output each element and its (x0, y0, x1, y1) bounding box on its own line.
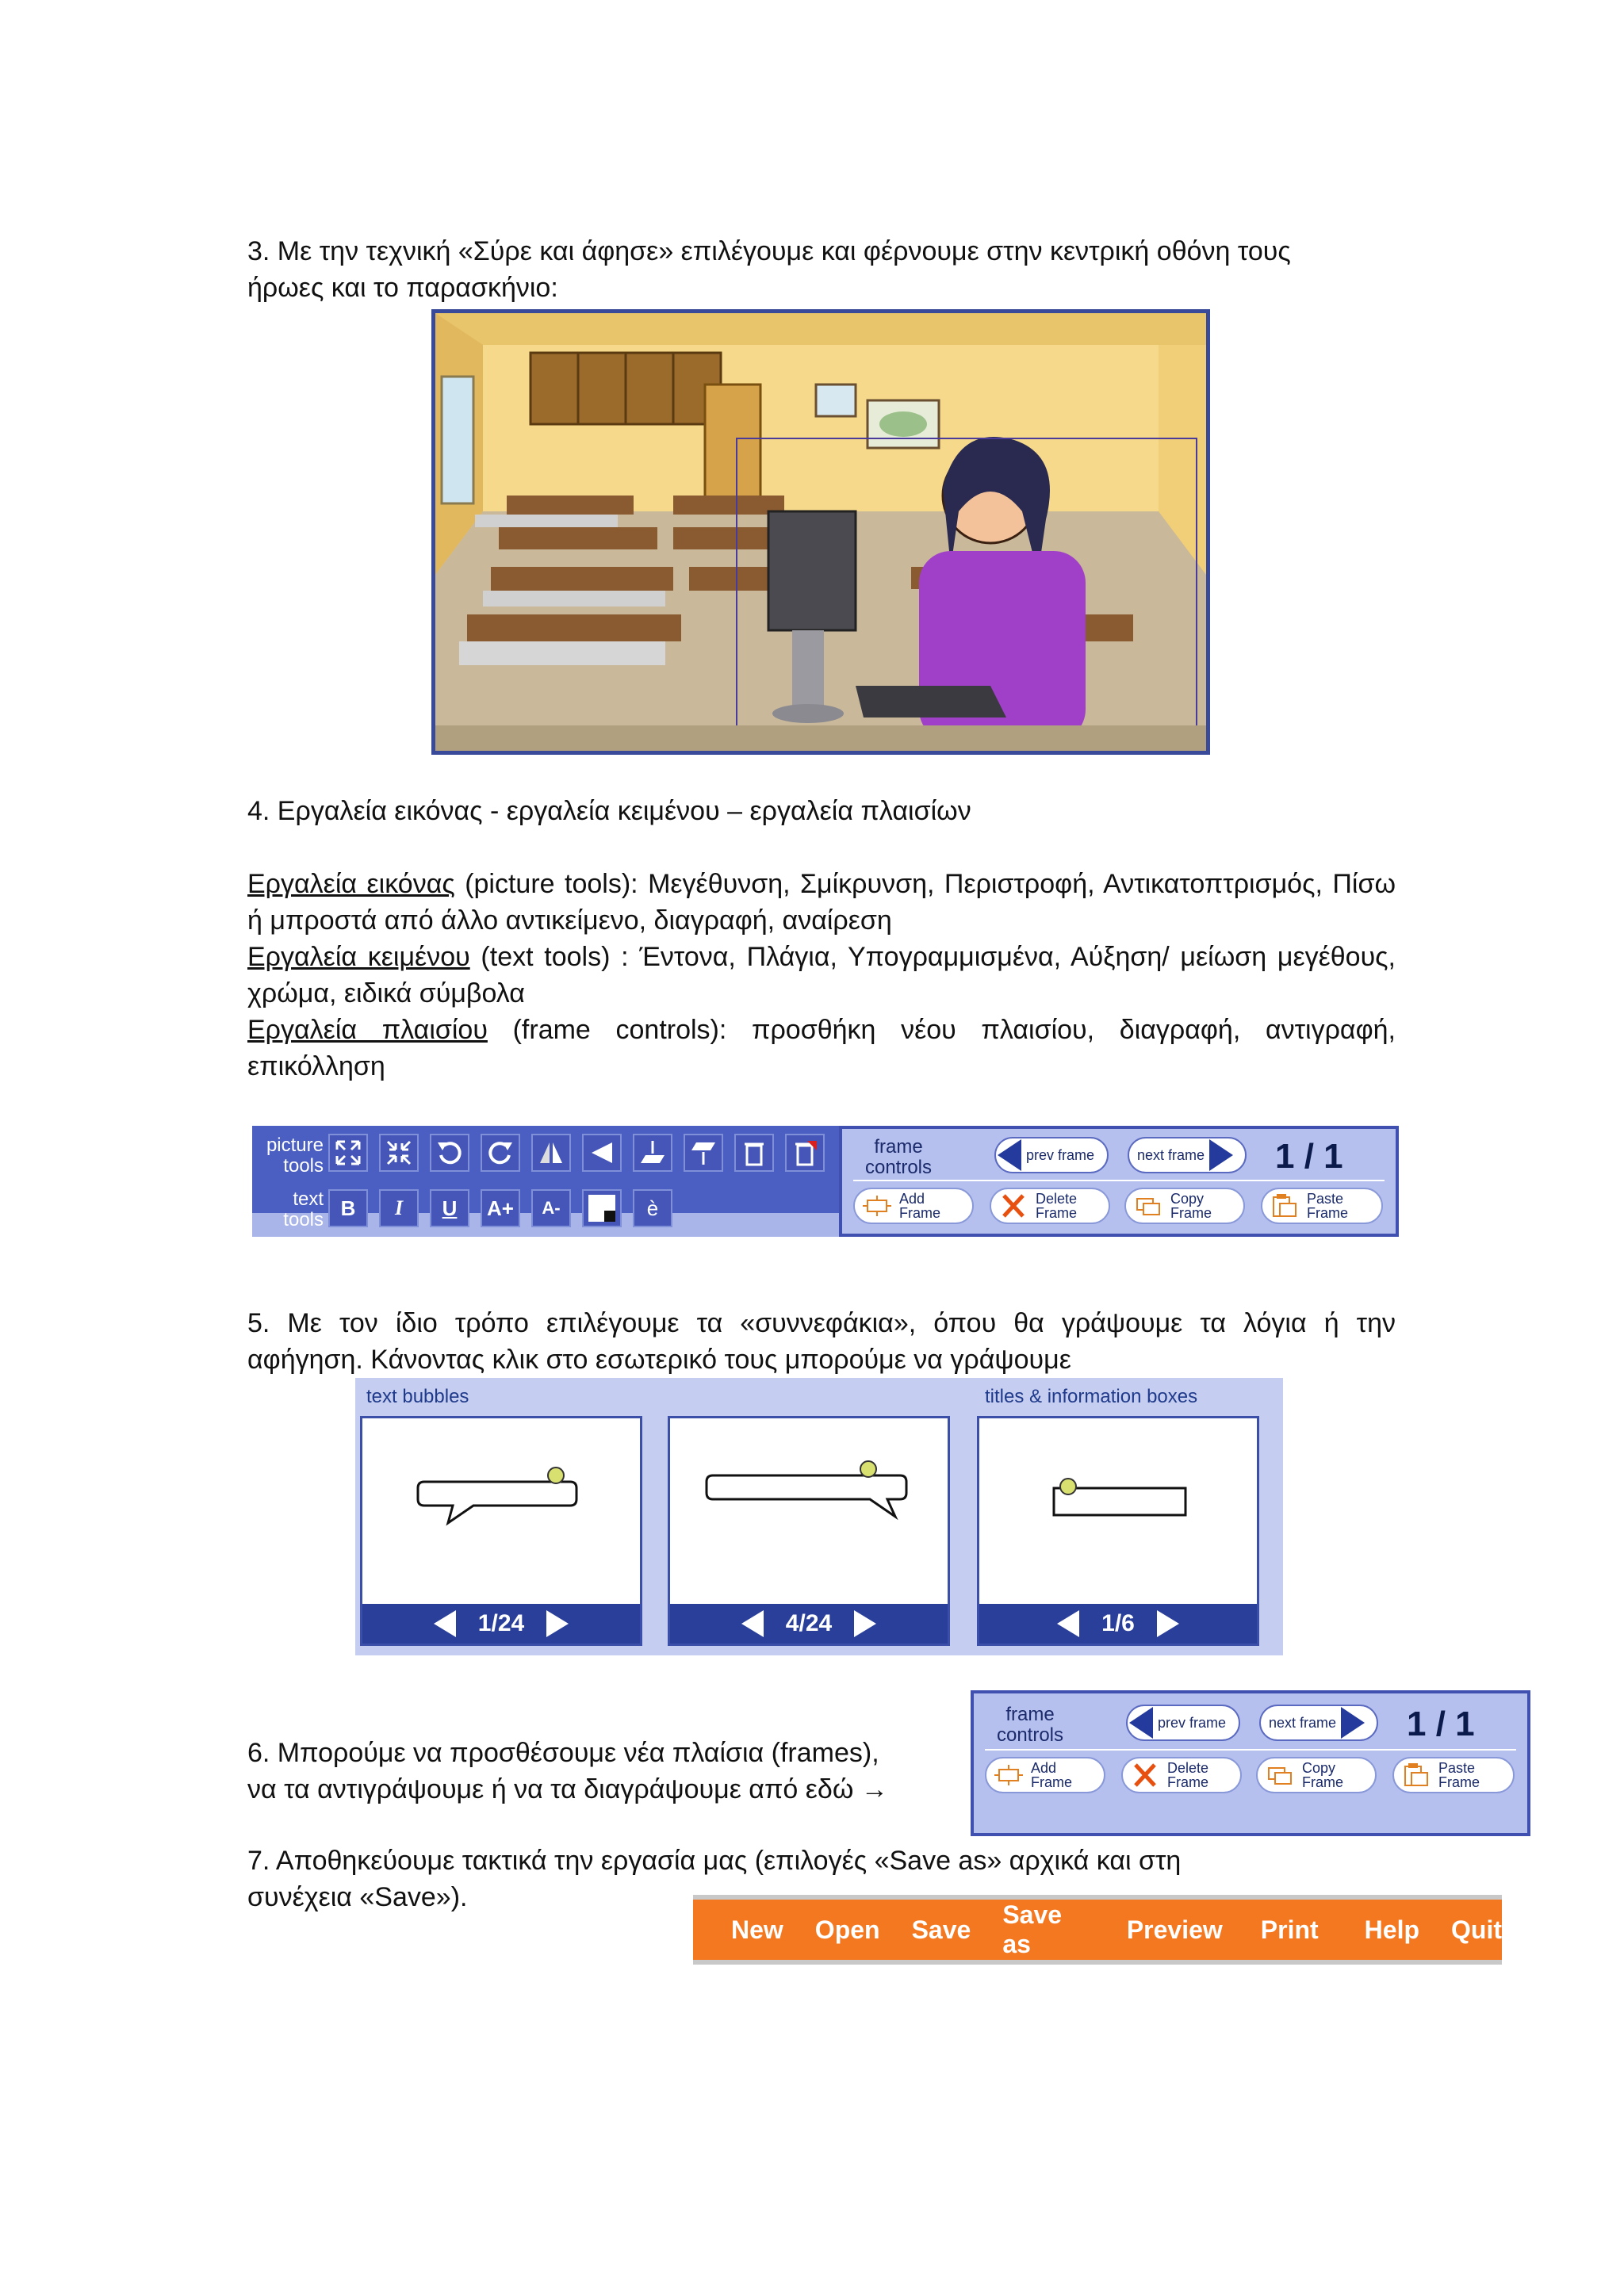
step4-heading: 4. Εργαλεία εικόνας - εργαλεία κειμένου – εργαλεία πλαισίων (247, 796, 971, 826)
menu-save-as[interactable]: Save as (1002, 1900, 1063, 1958)
next-arrow-icon (1341, 1707, 1365, 1739)
wide-speech-bubble-icon (670, 1418, 948, 1601)
add-frame-icon (861, 1194, 893, 1218)
step7-line1: 7. Αποθηκεύουμε τακτικά την εργασία μας (επιλογές «Save as» αρχικά και στη (247, 1846, 1182, 1876)
step6-line1: 6. Μπορούμε να προσθέσουμε νέα πλαίσια (frames), (247, 1738, 879, 1768)
prev-frame-button[interactable]: prev frame (994, 1137, 1109, 1173)
paste-frame-button[interactable]: Paste Frame (1261, 1188, 1383, 1224)
bring-front-icon[interactable] (684, 1134, 723, 1172)
step5-line2: αφήγηση. Κάνοντας κλικ στο εσωτερικό τους μπορούμε να γράψουμε (247, 1345, 1071, 1375)
delete-icon[interactable] (734, 1134, 774, 1172)
menu-new[interactable]: New (731, 1915, 783, 1944)
delete-frame-icon (998, 1194, 1029, 1218)
bubble-nav-2 (670, 1604, 948, 1644)
step7-line2: συνέχεια «Save»). (247, 1882, 468, 1912)
menu-help[interactable]: Help (1364, 1915, 1420, 1944)
add-frame-button[interactable]: Add Frame (985, 1757, 1105, 1793)
text-tools-desc: (text tools) : Έντονα, Πλάγια, Υπογραμμισμένα, Αύξηση/ μείωση μεγέθους, χρώμα, ειδικά σύμβολα (247, 942, 1396, 1008)
bold-button[interactable]: B (328, 1189, 368, 1227)
info-box-card[interactable] (977, 1416, 1259, 1646)
increase-size-button[interactable]: A+ (481, 1189, 520, 1227)
copy-frame-button[interactable]: Copy Frame (1256, 1757, 1377, 1793)
tools-toolbar (252, 1126, 841, 1237)
text-tools-label: text tools (283, 1188, 324, 1230)
menu-quit[interactable]: Quit (1451, 1915, 1502, 1944)
text-bubbles-label: text bubbles (366, 1386, 469, 1407)
frame-controls-divider (985, 1749, 1516, 1751)
paste-frame-button[interactable]: Paste Frame (1392, 1757, 1515, 1793)
bubble-counter: 1/24 (477, 1610, 525, 1636)
flip-vertical-icon[interactable] (582, 1134, 622, 1172)
next-frame-button[interactable]: next frame (1128, 1137, 1247, 1173)
step3-line2: ήρωες και το παρασκήνιο: (247, 273, 558, 303)
frame-controls-title: frame controls (864, 1136, 933, 1178)
menu-save[interactable]: Save (911, 1915, 971, 1944)
prev-box-icon[interactable] (1057, 1610, 1079, 1637)
prev-frame-button[interactable]: prev frame (1126, 1705, 1240, 1741)
picture-tools-desc: (picture tools): Μεγέθυνση, Σμίκρυνση, Περιστροφή, Αντικατοπτρισμός, Πίσω ή μπροστά από άλλο αντικείμενο, διαγραφή, αναίρεση (247, 869, 1396, 936)
italic-button[interactable]: I (379, 1189, 419, 1227)
add-frame-button[interactable]: Add Frame (853, 1188, 974, 1224)
step6-paragraph (247, 1735, 945, 1808)
menu-preview[interactable]: Preview (1126, 1915, 1223, 1944)
classroom-illustration (431, 309, 1210, 755)
next-arrow-icon (1209, 1139, 1233, 1171)
frame-controls-desc: (frame controls): προσθήκη νέου πλαισίου, διαγραφή, αντιγραφή, επικόλληση (247, 1015, 1396, 1081)
picture-tools-label: picture tools (266, 1135, 324, 1177)
box-counter: 1/6 (1101, 1610, 1135, 1636)
next-bubble-icon[interactable] (854, 1610, 876, 1637)
decrease-size-button[interactable]: A- (531, 1189, 571, 1227)
enlarge-icon[interactable] (328, 1134, 368, 1172)
paste-frame-icon (1269, 1192, 1300, 1219)
delete-frame-button[interactable]: Delete Frame (1121, 1757, 1242, 1793)
send-back-icon[interactable] (633, 1134, 672, 1172)
step6-line2: να τα αντιγράψουμε ή να τα διαγράψουμε από εδώ → (247, 1774, 888, 1804)
frame-controls-term: Εργαλεία πλαισίου (247, 1015, 488, 1045)
frame-controls-panel-2 (971, 1690, 1530, 1836)
shrink-icon[interactable] (379, 1134, 419, 1172)
underline-button[interactable]: U (430, 1189, 469, 1227)
main-menubar (693, 1895, 1502, 1965)
titles-info-boxes-label: titles & information boxes (985, 1386, 1198, 1407)
next-frame-button[interactable]: next frame (1259, 1705, 1378, 1741)
frame-controls-title: frame controls (996, 1704, 1064, 1746)
copy-frame-icon (1132, 1194, 1164, 1218)
info-box-icon (979, 1418, 1257, 1601)
step3-paragraph (247, 233, 1396, 306)
copy-frame-icon (1264, 1763, 1296, 1787)
bubble-counter: 4/24 (785, 1610, 833, 1636)
frame-controls-divider (853, 1180, 1385, 1181)
rotate-right-icon[interactable] (481, 1134, 520, 1172)
add-frame-icon (993, 1763, 1025, 1787)
menu-open[interactable]: Open (814, 1915, 880, 1944)
rotate-left-icon[interactable] (430, 1134, 469, 1172)
bubble-card-2[interactable] (668, 1416, 950, 1646)
step5-line1: 5. Με τον ίδιο τρόπο επιλέγουμε τα «συννεφάκια», όπου θα γράψουμε τα λόγια ή την (247, 1308, 1396, 1338)
step4-paragraph (247, 866, 1396, 939)
next-box-icon[interactable] (1157, 1610, 1179, 1637)
delete-frame-button[interactable]: Delete Frame (990, 1188, 1110, 1224)
prev-arrow-icon (998, 1139, 1021, 1171)
frame-counter: 1 / 1 (1275, 1137, 1343, 1176)
text-tools-term: Εργαλεία κειμένου (247, 942, 470, 972)
copy-frame-button[interactable]: Copy Frame (1124, 1188, 1245, 1224)
paste-frame-icon (1400, 1762, 1432, 1789)
step4-frame-paragraph (247, 1012, 1396, 1085)
frame-controls-panel (839, 1126, 1399, 1237)
flip-horizontal-icon[interactable] (531, 1134, 571, 1172)
prev-arrow-icon (1129, 1707, 1153, 1739)
step5-paragraph (247, 1305, 1396, 1378)
color-picker-button[interactable] (582, 1189, 622, 1227)
info-box-nav (979, 1604, 1257, 1644)
bubble-card-1[interactable] (360, 1416, 642, 1646)
step3-line1: 3. Με την τεχνική «Σύρε και άφησε» επιλέγουμε και φέρνουμε στην κεντρική οθόνη τους (247, 236, 1291, 266)
delete-frame-icon (1129, 1763, 1161, 1787)
dropdown-arrow-icon (604, 1211, 615, 1222)
menu-print[interactable]: Print (1260, 1915, 1319, 1944)
special-symbols-button[interactable]: è (633, 1189, 672, 1227)
step4-text-paragraph (247, 939, 1396, 1012)
next-bubble-icon[interactable] (546, 1610, 569, 1637)
speech-bubble-icon (362, 1418, 640, 1601)
classroom-scene (435, 313, 1206, 751)
color-swatch-icon (588, 1195, 615, 1222)
prev-bubble-icon[interactable] (741, 1610, 764, 1637)
undo-delete-icon[interactable] (785, 1134, 825, 1172)
bubble-nav-1 (362, 1604, 640, 1644)
prev-bubble-icon[interactable] (434, 1610, 456, 1637)
bubbles-panel (355, 1378, 1283, 1655)
frame-counter: 1 / 1 (1407, 1705, 1475, 1743)
picture-tools-term: Εργαλεία εικόνας (247, 869, 455, 899)
